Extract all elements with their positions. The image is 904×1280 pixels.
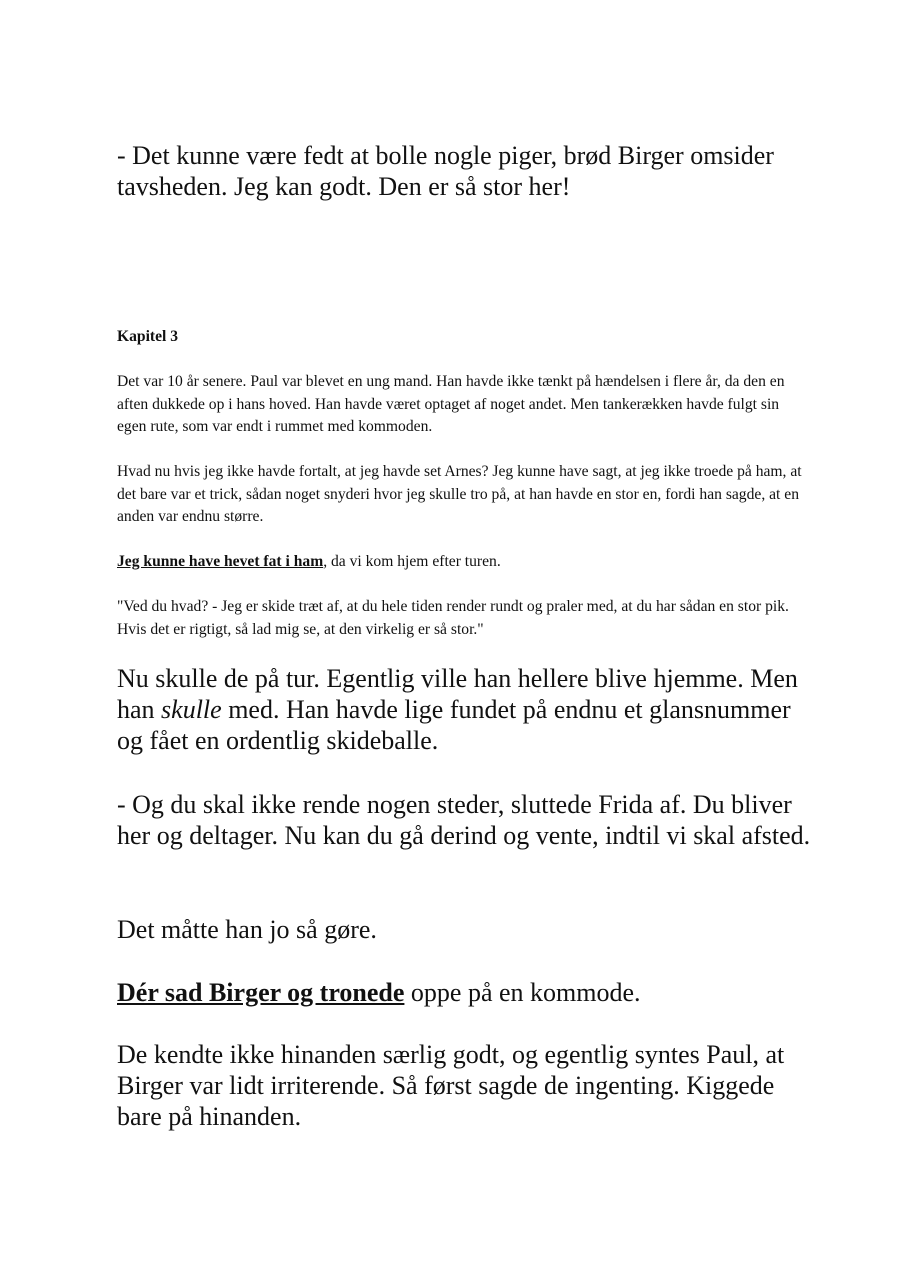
paragraph-text: Nu skulle de på tur. Egentlig ville han hellere blive hjemme. Men han [117, 664, 798, 724]
paragraph-strangers: De kendte ikke hinanden særlig godt, og egentlig syntes Paul, at Birger var lidt irriterende. Så først sagde de ingenting. Kiggede bare på hinanden. [117, 1040, 785, 1131]
chapter-heading: Kapitel 3 [117, 328, 179, 345]
paragraph-grab-him [117, 551, 807, 574]
italic-word: skulle [161, 695, 222, 724]
paragraph-what-if: Hvad nu hvis jeg ikke havde fortalt, at jeg havde set Arnes? Jeg kunne have sagt, at jeg ikke troede på ham, at det bare var et trick, sådan noget snyderi hvor jeg skulle tro på, at han havde en stor en, fordi han sagde, at en anden var endnu større. [117, 463, 802, 525]
paragraph-had-to: Det måtte han jo så gøre. [117, 915, 377, 944]
paragraph-quote: "Ved du hvad? - Jeg er skide træt af, at du hele tiden render rundt og praler med, at du har sådan en stor pik. Hvis det er rigtigt, så lad mig se, at den virkelig er så stor." [117, 598, 789, 638]
paragraph-birger-throne [117, 977, 817, 1008]
paragraph-ten-years-later: Det var 10 år senere. Paul var blevet en ung mand. Han havde ikke tænkt på hændelsen i flere år, da den en aften dukkede op i hans hoved. Han havde været optaget af noget andet. Men tankerækken havde fulgt sin egen rute, som var endt i rummet med kommoden. [117, 373, 785, 435]
paragraph-text: oppe på en kommode. [404, 978, 641, 1007]
paragraph-trip [117, 663, 817, 756]
emphasized-phrase: Dér sad Birger og tronede [117, 978, 405, 1007]
paragraph-birger-speech: - Det kunne være fedt at bolle nogle piger, brød Birger omsider tavsheden. Jeg kan godt. Den er så stor her! [117, 141, 774, 201]
emphasized-phrase: Jeg kunne have hevet fat i ham [117, 553, 324, 570]
paragraph-frida: - Og du skal ikke rende nogen steder, sluttede Frida af. Du bliver her og deltager. Nu kan du gå derind og vente, indtil vi skal afsted. [117, 790, 811, 850]
paragraph-text: , da vi kom hjem efter turen. [323, 553, 501, 570]
paragraph-text: med. Han havde lige fundet på endnu et glansnummer og fået en ordentlig skideballe. [117, 695, 791, 755]
